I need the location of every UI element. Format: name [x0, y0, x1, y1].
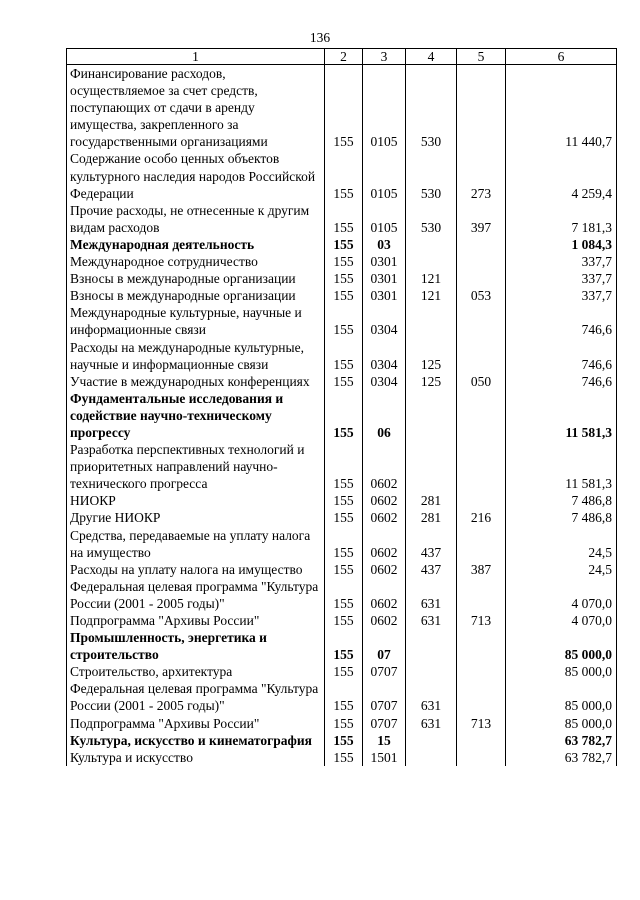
expense-code-cell: 713 — [457, 715, 506, 732]
amount-cell: 746,6 — [506, 373, 617, 390]
item-name-cell: Финансирование расходов, осуществляемое за счет средств, поступающих от сдачи в аренду имущества, закрепленного за государственными организациями — [67, 65, 325, 151]
amount-cell: 11 581,3 — [506, 441, 617, 492]
header-row — [67, 49, 617, 65]
target-code-cell: 530 — [406, 202, 457, 236]
section-code-cell: 0602 — [363, 612, 406, 629]
ministry-code-cell: 155 — [325, 561, 363, 578]
item-name-cell: Участие в международных конференциях — [67, 373, 325, 390]
amount-cell: 337,7 — [506, 287, 617, 304]
expense-code-cell — [457, 680, 506, 714]
amount-cell: 63 782,7 — [506, 749, 617, 766]
expense-code-cell — [457, 390, 506, 441]
table-row — [67, 202, 617, 236]
target-code-cell: 281 — [406, 509, 457, 526]
item-name-cell: Промышленность, энергетика и строительство — [67, 629, 325, 663]
table-row — [67, 236, 617, 253]
ministry-code-cell: 155 — [325, 492, 363, 509]
section-code-cell: 0301 — [363, 270, 406, 287]
section-code-cell: 0602 — [363, 509, 406, 526]
ministry-code-cell: 155 — [325, 390, 363, 441]
target-code-cell — [406, 304, 457, 338]
expense-code-cell: 273 — [457, 150, 506, 201]
amount-cell: 4 259,4 — [506, 150, 617, 201]
amount-cell: 85 000,0 — [506, 715, 617, 732]
amount-cell: 337,7 — [506, 270, 617, 287]
target-code-cell — [406, 663, 457, 680]
ministry-code-cell: 155 — [325, 287, 363, 304]
expense-code-cell — [457, 304, 506, 338]
expense-code-cell — [457, 527, 506, 561]
amount-cell: 337,7 — [506, 253, 617, 270]
expense-code-cell — [457, 578, 506, 612]
table-row — [67, 680, 617, 714]
expense-code-cell — [457, 339, 506, 373]
amount-cell: 85 000,0 — [506, 680, 617, 714]
target-code-cell: 281 — [406, 492, 457, 509]
table-row — [67, 441, 617, 492]
table-row — [67, 715, 617, 732]
expense-code-cell: 050 — [457, 373, 506, 390]
target-code-cell: 631 — [406, 612, 457, 629]
section-code-cell: 0602 — [363, 441, 406, 492]
section-code-cell: 0301 — [363, 287, 406, 304]
amount-cell: 11 440,7 — [506, 65, 617, 151]
ministry-code-cell: 155 — [325, 680, 363, 714]
table-row — [67, 527, 617, 561]
amount-cell: 63 782,7 — [506, 732, 617, 749]
amount-cell: 7 181,3 — [506, 202, 617, 236]
ministry-code-cell: 155 — [325, 304, 363, 338]
target-code-cell: 631 — [406, 578, 457, 612]
item-name-cell: Федеральная целевая программа "Культура России (2001 - 2005 годы)" — [67, 578, 325, 612]
target-code-cell: 530 — [406, 65, 457, 151]
expense-code-cell — [457, 749, 506, 766]
table-row — [67, 304, 617, 338]
amount-cell: 85 000,0 — [506, 663, 617, 680]
table-row — [67, 509, 617, 526]
ministry-code-cell: 155 — [325, 150, 363, 201]
column-header-2: 2 — [325, 49, 363, 65]
amount-cell: 7 486,8 — [506, 509, 617, 526]
table-row — [67, 732, 617, 749]
item-name-cell: Международное сотрудничество — [67, 253, 325, 270]
section-code-cell: 0707 — [363, 663, 406, 680]
section-code-cell: 0707 — [363, 680, 406, 714]
page-number: 136 — [309, 30, 331, 45]
section-code-cell: 0707 — [363, 715, 406, 732]
ministry-code-cell: 155 — [325, 629, 363, 663]
section-code-cell: 0301 — [363, 253, 406, 270]
section-code-cell: 06 — [363, 390, 406, 441]
target-code-cell: 121 — [406, 270, 457, 287]
target-code-cell: 631 — [406, 715, 457, 732]
ministry-code-cell: 155 — [325, 236, 363, 253]
target-code-cell — [406, 253, 457, 270]
item-name-cell: Культура, искусство и кинематография — [67, 732, 325, 749]
amount-cell: 7 486,8 — [506, 492, 617, 509]
expense-code-cell — [457, 492, 506, 509]
amount-cell: 1 084,3 — [506, 236, 617, 253]
expense-code-cell — [457, 253, 506, 270]
item-name-cell: Взносы в международные организации — [67, 287, 325, 304]
amount-cell: 24,5 — [506, 561, 617, 578]
expense-code-cell — [457, 270, 506, 287]
target-code-cell: 121 — [406, 287, 457, 304]
target-code-cell: 125 — [406, 339, 457, 373]
ministry-code-cell: 155 — [325, 749, 363, 766]
item-name-cell: НИОКР — [67, 492, 325, 509]
target-code-cell — [406, 732, 457, 749]
ministry-code-cell: 155 — [325, 578, 363, 612]
ministry-code-cell: 155 — [325, 65, 363, 151]
ministry-code-cell: 155 — [325, 441, 363, 492]
budget-table — [66, 48, 617, 766]
item-name-cell: Прочие расходы, не отнесенные к другим видам расходов — [67, 202, 325, 236]
table-row — [67, 390, 617, 441]
item-name-cell: Содержание особо ценных объектов культурного наследия народов Российской Федерации — [67, 150, 325, 201]
expense-code-cell: 053 — [457, 287, 506, 304]
section-code-cell: 0105 — [363, 150, 406, 201]
ministry-code-cell: 155 — [325, 527, 363, 561]
amount-cell: 746,6 — [506, 339, 617, 373]
table-row — [67, 629, 617, 663]
expense-code-cell: 216 — [457, 509, 506, 526]
section-code-cell: 0602 — [363, 492, 406, 509]
ministry-code-cell: 155 — [325, 715, 363, 732]
expense-code-cell: 397 — [457, 202, 506, 236]
table-row — [67, 65, 617, 151]
section-code-cell: 1501 — [363, 749, 406, 766]
section-code-cell: 0304 — [363, 339, 406, 373]
section-code-cell: 0105 — [363, 202, 406, 236]
ministry-code-cell: 155 — [325, 732, 363, 749]
target-code-cell: 437 — [406, 561, 457, 578]
column-header-6: 6 — [506, 49, 617, 65]
item-name-cell: Подпрограмма "Архивы России" — [67, 612, 325, 629]
target-code-cell — [406, 390, 457, 441]
table-row — [67, 150, 617, 201]
ministry-code-cell: 155 — [325, 202, 363, 236]
table-row — [67, 749, 617, 766]
target-code-cell — [406, 749, 457, 766]
table-row — [67, 663, 617, 680]
table-row — [67, 270, 617, 287]
expense-code-cell — [457, 663, 506, 680]
expense-code-cell — [457, 65, 506, 151]
column-header-1: 1 — [67, 49, 325, 65]
item-name-cell: Разработка перспективных технологий и приоритетных направлений научно-технического прогресса — [67, 441, 325, 492]
target-code-cell: 437 — [406, 527, 457, 561]
expense-code-cell — [457, 732, 506, 749]
target-code-cell — [406, 629, 457, 663]
ministry-code-cell: 155 — [325, 612, 363, 629]
item-name-cell: Взносы в международные организации — [67, 270, 325, 287]
item-name-cell: Культура и искусство — [67, 749, 325, 766]
expense-code-cell — [457, 629, 506, 663]
table-row — [67, 287, 617, 304]
column-header-4: 4 — [406, 49, 457, 65]
target-code-cell: 631 — [406, 680, 457, 714]
item-name-cell: Расходы на уплату налога на имущество — [67, 561, 325, 578]
ministry-code-cell: 155 — [325, 270, 363, 287]
amount-cell: 4 070,0 — [506, 578, 617, 612]
item-name-cell: Федеральная целевая программа "Культура России (2001 - 2005 годы)" — [67, 680, 325, 714]
section-code-cell: 15 — [363, 732, 406, 749]
amount-cell: 11 581,3 — [506, 390, 617, 441]
table-row — [67, 492, 617, 509]
ministry-code-cell: 155 — [325, 509, 363, 526]
item-name-cell: Другие НИОКР — [67, 509, 325, 526]
target-code-cell — [406, 236, 457, 253]
target-code-cell: 530 — [406, 150, 457, 201]
expense-code-cell — [457, 236, 506, 253]
section-code-cell: 0602 — [363, 561, 406, 578]
amount-cell: 24,5 — [506, 527, 617, 561]
item-name-cell: Международные культурные, научные и информационные связи — [67, 304, 325, 338]
table-row — [67, 339, 617, 373]
item-name-cell: Фундаментальные исследования и содействие научно-техническому прогрессу — [67, 390, 325, 441]
amount-cell: 746,6 — [506, 304, 617, 338]
table-row — [67, 373, 617, 390]
expense-code-cell — [457, 441, 506, 492]
target-code-cell — [406, 441, 457, 492]
expense-code-cell: 713 — [457, 612, 506, 629]
expense-code-cell: 387 — [457, 561, 506, 578]
section-code-cell: 0105 — [363, 65, 406, 151]
ministry-code-cell: 155 — [325, 339, 363, 373]
column-header-3: 3 — [363, 49, 406, 65]
section-code-cell: 0602 — [363, 578, 406, 612]
section-code-cell: 03 — [363, 236, 406, 253]
item-name-cell: Расходы на международные культурные, научные и информационные связи — [67, 339, 325, 373]
section-code-cell: 0304 — [363, 373, 406, 390]
table-row — [67, 561, 617, 578]
table-row — [67, 578, 617, 612]
amount-cell: 4 070,0 — [506, 612, 617, 629]
ministry-code-cell: 155 — [325, 373, 363, 390]
item-name-cell: Подпрограмма "Архивы России" — [67, 715, 325, 732]
table-body — [67, 65, 617, 766]
item-name-cell: Международная деятельность — [67, 236, 325, 253]
section-code-cell: 0602 — [363, 527, 406, 561]
table-row — [67, 612, 617, 629]
section-code-cell: 0304 — [363, 304, 406, 338]
ministry-code-cell: 155 — [325, 253, 363, 270]
item-name-cell: Средства, передаваемые на уплату налога на имущество — [67, 527, 325, 561]
amount-cell: 85 000,0 — [506, 629, 617, 663]
column-header-5: 5 — [457, 49, 506, 65]
target-code-cell: 125 — [406, 373, 457, 390]
item-name-cell: Строительство, архитектура — [67, 663, 325, 680]
ministry-code-cell: 155 — [325, 663, 363, 680]
section-code-cell: 07 — [363, 629, 406, 663]
table-row — [67, 253, 617, 270]
